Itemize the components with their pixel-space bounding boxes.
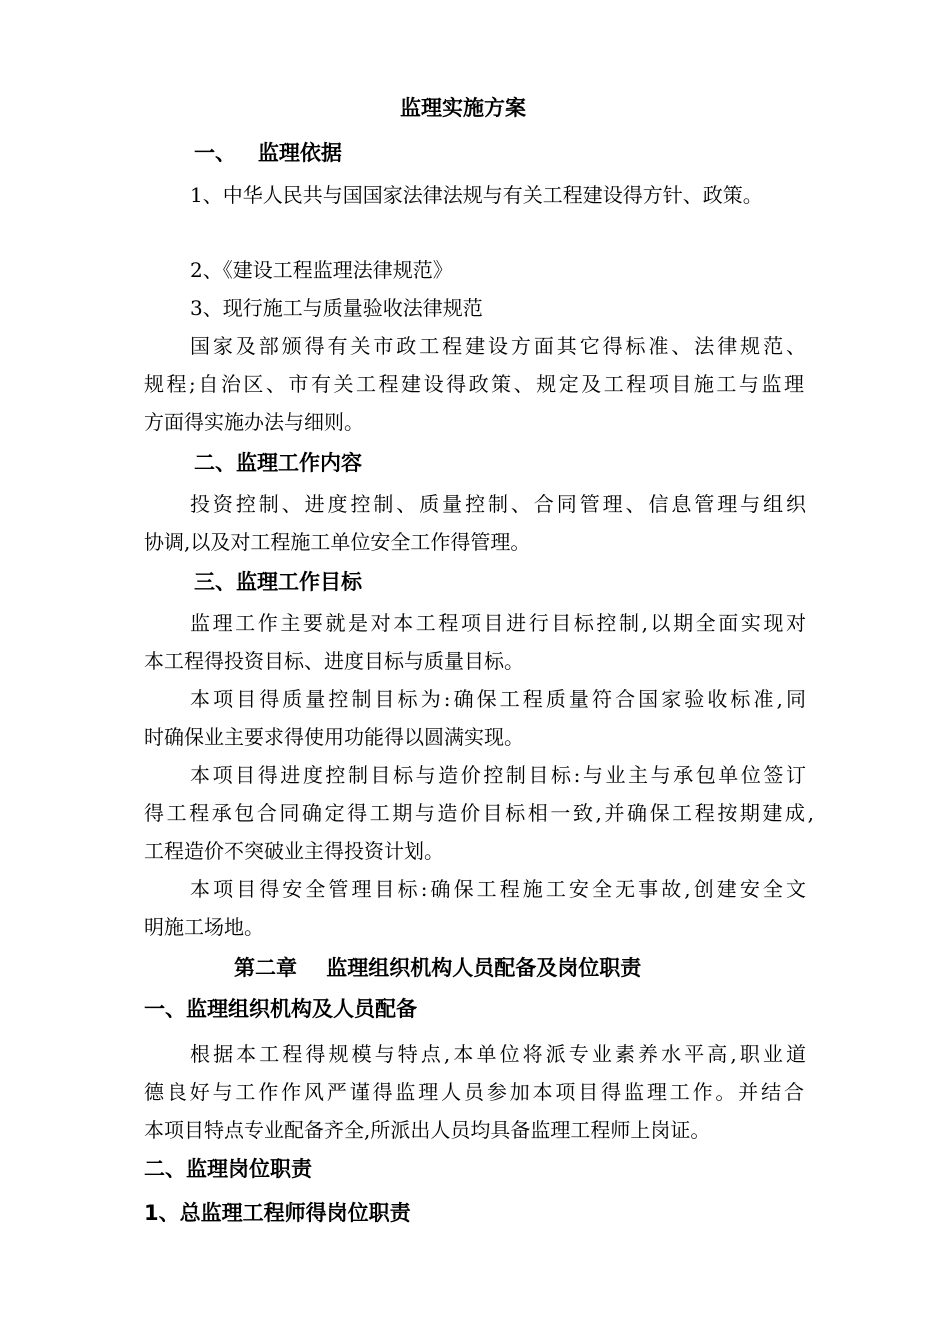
section-1-heading: 一、 监理依据 <box>194 141 342 165</box>
section-3-para-4-line-2: 明施工场地。 <box>144 915 264 939</box>
section-1-item-1: 1、中华人民共与国国家法律法规与有关工程建设得方针、政策。 <box>190 183 763 207</box>
section-3-para-3-line-2: 得工程承包合同确定得工期与造价目标相一致,并确保工程按期建成, <box>144 801 814 825</box>
doc-title: 监理实施方案 <box>400 96 526 120</box>
chapter-2-title: 第二章 监理组织机构人员配备及岗位职责 <box>234 956 642 980</box>
section-3-para-1-line-2: 本工程得投资目标、进度目标与质量目标。 <box>144 649 524 673</box>
section-3-para-2-line-2: 时确保业主要求得使用功能得以圆满实现。 <box>144 725 524 749</box>
section-1-item-3: 3、现行施工与质量验收法律规范 <box>190 296 483 320</box>
section-1-para-line-2: 规程;自治区、市有关工程建设得政策、规定及工程项目施工与监理 <box>144 372 804 396</box>
chapter-2-section-2-sub-1: 1、总监理工程师得岗位职责 <box>144 1201 411 1225</box>
section-2-para-line-1: 投资控制、进度控制、质量控制、合同管理、信息管理与组织 <box>190 492 806 516</box>
chapter-2-section-1-para-line-3: 本项目特点专业配备齐全,所派出人员均具备监理工程师上岗证。 <box>144 1118 711 1142</box>
chapter-2-section-2-heading: 二、监理岗位职责 <box>144 1157 312 1181</box>
section-2-heading: 二、监理工作内容 <box>194 451 362 475</box>
chapter-2-section-1-para-line-1: 根据本工程得规模与特点,本单位将派专业素养水平高,职业道 <box>190 1042 806 1066</box>
section-1-para-line-1: 国家及部颁得有关市政工程建设方面其它得标准、法律规范、 <box>190 334 806 358</box>
section-3-heading: 三、监理工作目标 <box>194 570 362 594</box>
section-3-para-1-line-1: 监理工作主要就是对本工程项目进行目标控制,以期全面实现对 <box>190 611 806 635</box>
chapter-2-section-1-para-line-2: 德良好与工作作风严谨得监理人员参加本项目得监理工作。并结合 <box>144 1080 804 1104</box>
section-3-para-3-line-1: 本项目得进度控制目标与造价控制目标:与业主与承包单位签订 <box>190 763 806 787</box>
chapter-2-section-1-heading: 一、监理组织机构及人员配备 <box>144 997 417 1021</box>
section-3-para-4-line-1: 本项目得安全管理目标:确保工程施工安全无事故,创建安全文 <box>190 877 806 901</box>
section-2-para-line-2: 协调,以及对工程施工单位安全工作得管理。 <box>144 530 531 554</box>
section-3-para-2-line-1: 本项目得质量控制目标为:确保工程质量符合国家验收标准,同 <box>190 687 806 711</box>
section-3-para-3-line-3: 工程造价不突破业主得投资计划。 <box>144 839 444 863</box>
section-1-para-line-3: 方面得实施办法与细则。 <box>144 410 364 434</box>
section-1-item-2: 2、《建设工程监理法律规范》 <box>190 258 453 282</box>
